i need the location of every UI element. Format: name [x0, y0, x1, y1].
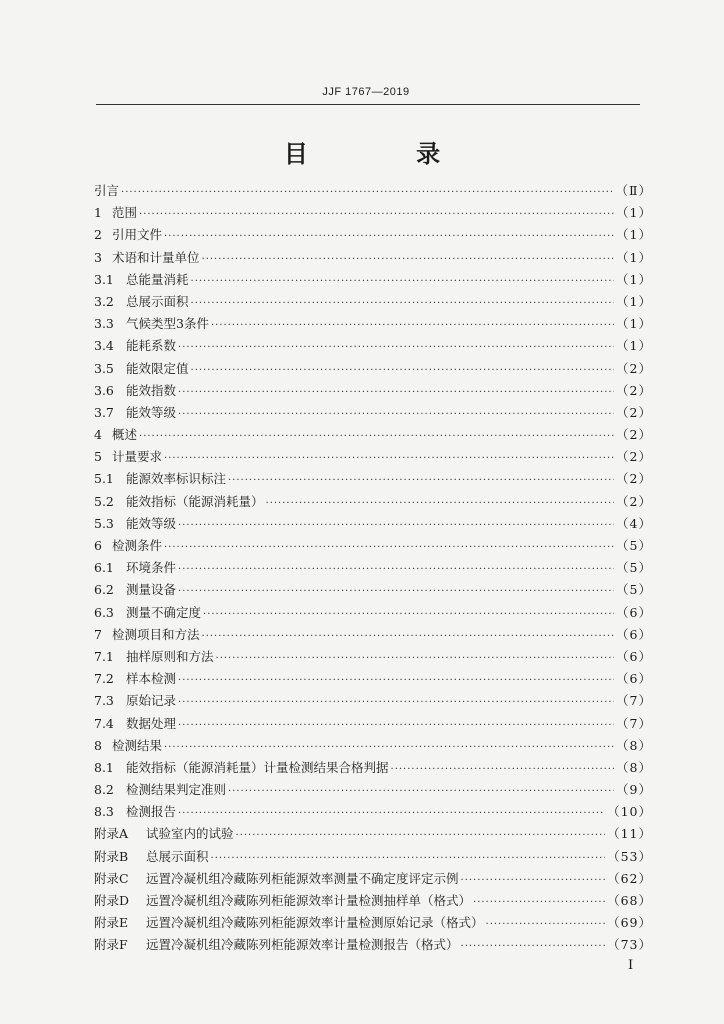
toc-entry-page: （6） — [616, 626, 652, 642]
toc-entry-number: 8.1 — [94, 759, 114, 775]
toc-entry-label: 抽样原则和方法 — [126, 648, 214, 664]
toc-entry-page: （1） — [616, 249, 652, 265]
toc-entry-label: 能源效率标识标注 — [126, 471, 227, 487]
toc-entry-label: 检测结果 — [112, 737, 163, 753]
toc-entry[interactable] — [94, 934, 652, 956]
header-rule — [96, 104, 640, 105]
toc-entry-number: 附录D — [94, 893, 130, 908]
toc-entry-label: 检测项目和方法 — [112, 626, 200, 642]
toc-leader-dots — [139, 204, 614, 226]
toc-leader-dots — [178, 382, 614, 404]
toc-entry-number: 3.2 — [94, 293, 114, 309]
toc-leader-dots — [178, 670, 614, 692]
toc-entry-label: 检测条件 — [112, 538, 163, 553]
toc-entry-label: 能效等级 — [126, 515, 177, 531]
toc-entry-number: 5.2 — [94, 493, 114, 509]
toc-entry[interactable] — [94, 380, 652, 402]
toc-entry-number: 2 — [94, 227, 102, 243]
toc-leader-dots — [191, 293, 615, 315]
toc-leader-dots — [178, 559, 614, 581]
toc-leader-dots — [216, 648, 615, 670]
toc-entry[interactable] — [94, 491, 652, 513]
toc-entry-page: （5） — [616, 538, 652, 553]
toc-entry-label: 计量要求 — [112, 449, 163, 465]
toc-leader-dots — [461, 936, 606, 958]
toc-entry-page: （1） — [616, 293, 652, 309]
toc-entry-page: （10） — [607, 804, 652, 820]
toc-entry-number: 3.1 — [94, 271, 114, 287]
toc-entry[interactable] — [94, 513, 652, 535]
toc-entry-label: 引用文件 — [112, 227, 163, 243]
toc-entry-number: 附录B — [94, 848, 129, 864]
toc-entry-number: 7.4 — [94, 715, 114, 731]
toc-leader-dots — [202, 249, 615, 271]
toc-entry[interactable] — [94, 602, 652, 624]
toc-entry-number: 3 — [94, 249, 102, 265]
toc-leader-dots — [236, 825, 606, 847]
toc-entry[interactable] — [94, 757, 652, 779]
toc-entry[interactable] — [94, 690, 652, 712]
toc-entry-number: 3.6 — [94, 382, 114, 398]
toc-entry[interactable] — [94, 313, 652, 335]
toc-entry-label: 样本检测 — [126, 671, 177, 687]
toc-entry-page: （2） — [616, 427, 652, 443]
toc-leader-dots — [178, 337, 614, 359]
toc-entry[interactable] — [94, 446, 652, 468]
toc-entry-number: 8.3 — [94, 804, 114, 820]
toc-entry-number: 附录C — [94, 870, 129, 886]
toc-entry-label: 远置冷凝机组冷藏陈列柜能源效率计量检测抽样单（格式） — [146, 893, 472, 908]
toc-entry[interactable] — [94, 180, 652, 202]
toc-entry-page: （8） — [616, 737, 652, 753]
toc-leader-dots — [191, 271, 615, 293]
toc-entry-number: 7.3 — [94, 693, 114, 709]
toc-entry[interactable] — [94, 890, 652, 912]
toc-leader-dots — [178, 803, 605, 825]
toc-entry-label: 远置冷凝机组冷藏陈列柜能源效率测量不确定度评定示例 — [146, 870, 459, 886]
toc-entry-label: 能效限定值 — [126, 360, 189, 376]
toc-entry-page: （2） — [616, 382, 652, 398]
toc-leader-dots — [203, 604, 614, 626]
toc-leader-dots — [266, 493, 615, 515]
toc-leader-dots — [178, 715, 614, 737]
toc-entry-page: （6） — [616, 671, 652, 687]
toc-entry[interactable] — [94, 291, 652, 313]
toc-leader-dots — [178, 581, 614, 603]
toc-entry[interactable] — [94, 269, 652, 291]
toc-entry-page: （62） — [607, 870, 652, 886]
toc-entry-page: （5） — [616, 560, 652, 576]
toc-entry-label: 远置冷凝机组冷藏陈列柜能源效率计量检测原始记录（格式） — [146, 915, 484, 931]
toc-entry-number: 6.1 — [94, 560, 114, 576]
toc-entry[interactable] — [94, 224, 652, 246]
toc-entry-label: 测量不确定度 — [126, 604, 202, 620]
toc-entry-label: 能耗系数 — [126, 338, 177, 354]
toc-leader-dots — [178, 692, 614, 714]
toc-leader-dots — [391, 759, 615, 781]
toc-entry-number: 7.1 — [94, 648, 114, 664]
toc-entry-page: （5） — [616, 582, 652, 598]
toc-entry[interactable] — [94, 624, 652, 646]
toc-entry-label: 范围 — [112, 205, 138, 221]
toc-entry-page: （69） — [607, 915, 652, 931]
toc-entry-label: 能效指标（能源消耗量）计量检测结果合格判据 — [126, 759, 389, 775]
toc-entry-label: 检测结果判定准则 — [126, 782, 227, 798]
toc-entry-page: （1） — [616, 338, 652, 354]
toc-entry-number: 7 — [94, 626, 102, 642]
toc-entry[interactable] — [94, 247, 652, 269]
toc-leader-dots — [461, 870, 606, 892]
toc-entry[interactable] — [94, 358, 652, 380]
toc-leader-dots — [121, 182, 613, 204]
toc-entry-page: （2） — [616, 449, 652, 465]
toc-entry-label: 能效等级 — [126, 404, 177, 420]
toc-entry[interactable] — [94, 868, 652, 890]
toc-entry-number: 5.3 — [94, 515, 114, 531]
toc-entry-number: 6 — [94, 538, 102, 553]
toc-entry-number: 5.1 — [94, 471, 114, 487]
toc-leader-dots — [178, 515, 614, 537]
toc-leader-dots — [228, 781, 614, 803]
toc-leader-dots — [211, 848, 606, 870]
toc-entry[interactable] — [94, 335, 652, 357]
toc-leader-dots — [228, 470, 614, 492]
toc-entry-number: 3.4 — [94, 338, 114, 354]
toc-leader-dots — [164, 448, 614, 470]
page-title: 目 录 — [283, 140, 491, 168]
toc-leader-dots — [486, 914, 606, 936]
toc-entry[interactable] — [94, 535, 652, 557]
toc-entry-page: （Ⅱ） — [615, 183, 652, 198]
table-of-contents — [94, 180, 652, 957]
toc-leader-dots — [164, 226, 614, 248]
toc-entry[interactable] — [94, 424, 652, 446]
toc-entry-label: 术语和计量单位 — [112, 249, 200, 265]
toc-entry-label: 远置冷凝机组冷藏陈列柜能源效率计量检测报告（格式） — [146, 937, 459, 953]
toc-entry-page: （2） — [616, 471, 652, 487]
toc-entry-label: 概述 — [112, 427, 138, 443]
toc-leader-dots — [473, 892, 605, 914]
toc-entry-number: 8.2 — [94, 782, 114, 798]
toc-entry-page: （6） — [616, 648, 652, 664]
toc-entry-label: 数据处理 — [126, 715, 177, 731]
toc-entry-page: （9） — [616, 782, 652, 798]
toc-entry-label: 气候类型3条件 — [126, 316, 209, 332]
page-number: Ⅰ — [628, 958, 634, 973]
toc-leader-dots — [191, 360, 615, 382]
toc-entry[interactable] — [94, 801, 652, 823]
toc-entry-number: 3.3 — [94, 316, 114, 332]
toc-entry-page: （1） — [616, 205, 652, 221]
toc-leader-dots — [178, 404, 614, 426]
toc-entry-page: （7） — [616, 715, 652, 731]
toc-entry-number: 3.7 — [94, 404, 114, 420]
toc-entry-number: 4 — [94, 427, 102, 443]
toc-entry[interactable] — [94, 668, 652, 690]
toc-entry[interactable] — [94, 557, 652, 579]
toc-entry[interactable] — [94, 735, 652, 757]
toc-entry-label: 总展示面积 — [126, 293, 189, 309]
toc-entry-page: （1） — [616, 271, 652, 287]
toc-entry-label: 原始记录 — [126, 693, 177, 709]
toc-entry-page: （4） — [616, 515, 652, 531]
toc-entry-number: 8 — [94, 737, 102, 753]
toc-entry[interactable] — [94, 846, 652, 868]
toc-entry-label: 试验室内的试验 — [146, 826, 234, 842]
toc-entry-label: 引言 — [94, 183, 120, 198]
toc-entry-number: 5 — [94, 449, 102, 465]
toc-leader-dots — [139, 426, 614, 448]
toc-entry-page: （7） — [616, 693, 652, 709]
toc-entry-number: 1 — [94, 205, 102, 221]
toc-leader-dots — [164, 737, 614, 759]
toc-entry[interactable] — [94, 823, 652, 845]
toc-entry-page: （2） — [616, 404, 652, 420]
toc-entry-page: （68） — [607, 893, 652, 908]
toc-entry[interactable] — [94, 402, 652, 424]
toc-entry-number: 附录E — [94, 915, 129, 931]
toc-entry-number: 7.2 — [94, 671, 114, 687]
toc-entry-page: （1） — [616, 316, 652, 332]
toc-entry-page: （2） — [616, 360, 652, 376]
toc-entry-label: 能效指标（能源消耗量） — [126, 493, 264, 509]
toc-entry-label: 总展示面积 — [146, 848, 209, 864]
toc-entry-page: （53） — [607, 848, 652, 864]
toc-entry[interactable] — [94, 579, 652, 601]
toc-entry-number: 附录F — [94, 937, 128, 953]
toc-entry[interactable] — [94, 779, 652, 801]
toc-entry-number: 3.5 — [94, 360, 114, 376]
toc-leader-dots — [211, 315, 614, 337]
toc-entry-label: 总能量消耗 — [126, 271, 189, 287]
toc-entry-number: 6.3 — [94, 604, 114, 620]
toc-entry-page: （1） — [616, 227, 652, 243]
toc-entry-number: 附录A — [94, 826, 129, 842]
toc-entry-label: 测量设备 — [126, 582, 177, 598]
toc-entry-page: （11） — [607, 826, 652, 842]
toc-entry[interactable] — [94, 468, 652, 490]
toc-entry-page: （6） — [616, 604, 652, 620]
toc-entry-label: 能效指数 — [126, 382, 177, 398]
toc-leader-dots — [202, 626, 615, 648]
toc-entry-page: （8） — [616, 759, 652, 775]
toc-entry-number: 6.2 — [94, 582, 114, 598]
toc-entry-label: 环境条件 — [126, 560, 177, 576]
toc-leader-dots — [164, 537, 614, 559]
document-header: JJF 1767—2019 — [322, 86, 410, 98]
toc-entry[interactable] — [94, 713, 652, 735]
toc-entry[interactable] — [94, 646, 652, 668]
toc-entry[interactable] — [94, 202, 652, 224]
toc-entry-label: 检测报告 — [126, 804, 177, 820]
toc-entry-page: （73） — [607, 937, 652, 953]
toc-entry[interactable] — [94, 912, 652, 934]
toc-entry-page: （2） — [616, 493, 652, 509]
